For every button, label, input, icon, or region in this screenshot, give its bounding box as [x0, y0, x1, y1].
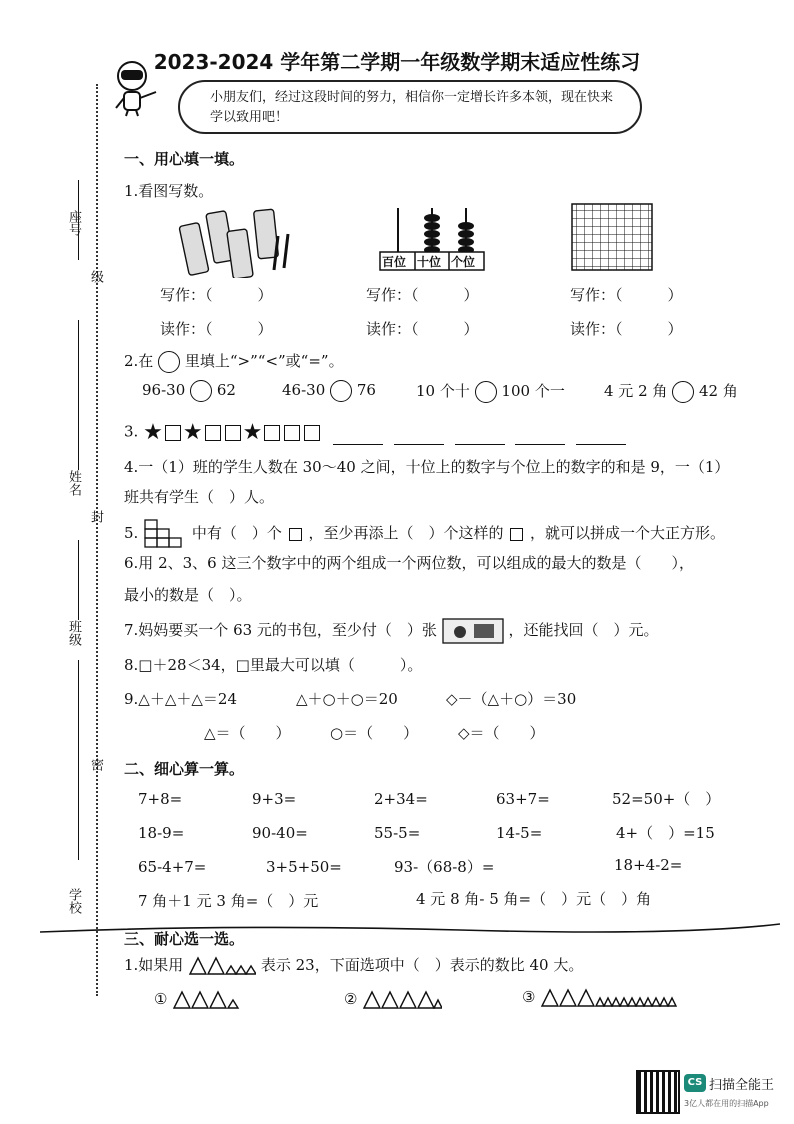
square-icon — [165, 425, 181, 441]
question-3-1: 1.如果用 表示 23，下面选项中（ ）表示的数比 40 大。 — [124, 956, 584, 974]
stick-bundles-image — [178, 204, 298, 278]
compare-circle-2[interactable] — [330, 380, 352, 402]
option-1-triangles-icon — [172, 990, 244, 1010]
square-icon — [304, 425, 320, 441]
banknote-icon — [442, 618, 504, 644]
square-icon — [264, 425, 280, 441]
calc-item: 18+4-2= — [614, 856, 683, 874]
question-1: 1.看图写数。 — [124, 182, 214, 200]
label-school: 学校 — [66, 888, 81, 914]
option-3: ③ — [522, 988, 690, 1008]
label-name: 姓名 — [66, 470, 81, 496]
question-4-line-2: 班共有学生（ ）人。 — [124, 488, 275, 506]
triangles-icon — [188, 956, 256, 976]
answer-blank[interactable] — [333, 444, 383, 445]
compare-circle-4[interactable] — [672, 381, 694, 403]
calc-item: 18-9= — [138, 824, 185, 842]
name-line — [78, 320, 79, 470]
q9-answer-diamond: ◇＝（ ） — [458, 724, 545, 742]
calc-item: 93-（68-8）= — [394, 858, 495, 876]
question-7: 7.妈妈要买一个 63 元的书包，至少付（ ）张 ，还能找回（ ）元。 — [124, 618, 659, 644]
square-icon — [225, 425, 241, 441]
label-secret: 密 — [88, 758, 103, 771]
school-line — [78, 660, 79, 860]
seat-line — [78, 180, 79, 260]
square-icon — [205, 425, 221, 441]
question-3: 3. ★ ★ ★ — [124, 420, 626, 445]
answer-blank[interactable] — [394, 444, 444, 445]
answer-blank[interactable] — [576, 444, 626, 445]
star-icon: ★ — [143, 420, 163, 445]
calc-item: 4+（ ）=15 — [616, 824, 715, 842]
answer-blank[interactable] — [455, 444, 505, 445]
q9-equation-2: △＋○＋○＝20 — [296, 690, 398, 708]
compare-circle-3[interactable] — [475, 381, 497, 403]
section-2-heading: 二、细心算一算。 — [124, 760, 245, 778]
q9-equation-3: ◇－（△＋○）＝30 — [446, 690, 577, 708]
option-2-triangles-icon — [362, 990, 442, 1010]
star-icon: ★ — [242, 420, 263, 445]
question-2: 2.在 里填上“>”“<”或“=”。 — [124, 350, 344, 373]
camscanner-logo-icon: CS — [684, 1074, 706, 1092]
footer-subtext: 3亿人都在用的扫描App — [684, 1099, 769, 1108]
calc-item: 3+5+50= — [266, 858, 342, 876]
calc-item: 52=50+（ ） — [612, 790, 721, 808]
calc-item: 14-5= — [496, 824, 543, 842]
calc-item: 7 角＋1 元 3 角=（ ）元 — [138, 892, 319, 910]
q1-read-1: 读作：（ ） — [160, 320, 273, 338]
question-8: 8.□＋28＜34，□里最大可以填（ ）。 — [124, 656, 423, 674]
abacus-label-tens: 十位 — [417, 255, 442, 269]
section-1-heading: 一、用心填一填。 — [124, 150, 245, 168]
calc-item: 65-4+7= — [138, 858, 207, 876]
grid-blocks-image — [568, 202, 658, 272]
q1-write-2: 写作：（ ） — [366, 286, 479, 304]
q1-write-3: 写作：（ ） — [570, 286, 683, 304]
qr-code-icon — [636, 1070, 680, 1114]
intro-text: 小朋友们，经过这段时间的努力，相信你一定增长许多本领，现在快来学以致用吧！ — [210, 90, 614, 125]
q2-item-3: 10 个十 100 个一 — [416, 380, 565, 403]
binding-line — [96, 84, 98, 996]
q2-item-2: 46-30 76 — [282, 380, 376, 402]
option-1: ① — [154, 990, 244, 1010]
question-4-line-1: 4.一（1）班的学生人数在 30～40 之间，十位上的数字与个位上的数字的和是 9，一（1） — [124, 458, 730, 476]
label-seat: 座号 — [66, 210, 81, 236]
compare-circle-1[interactable] — [190, 380, 212, 402]
label-binding-class: 级 — [88, 270, 103, 283]
answer-blank[interactable] — [515, 444, 565, 445]
question-6-line-1: 6.用 2、3、6 这三个数字中的两个组成一个两位数，可以组成的最大的数是（ ）， — [124, 554, 694, 572]
section-3-heading: 三、耐心选一选。 — [124, 930, 245, 948]
label-seal: 封 — [88, 510, 103, 523]
question-5: 5. 中有（ ）个 ，至少再添上（ ）个这样的 ，就可以拼成一个大正方形。 — [124, 518, 725, 550]
option-2: ② — [344, 990, 442, 1010]
calc-item: 9+3= — [252, 790, 297, 808]
small-square-icon — [510, 528, 523, 541]
speech-bubble — [178, 80, 642, 134]
option-3-triangles-icon — [540, 988, 690, 1008]
page-title: 2023-2024 学年第二学期一年级数学期末适应性练习 — [153, 50, 641, 74]
calc-item: 2+34= — [374, 790, 428, 808]
label-class: 班级 — [66, 620, 81, 646]
star-icon: ★ — [182, 420, 203, 445]
calc-item: 4 元 8 角- 5 角=（ ）元（ ）角 — [416, 890, 652, 908]
square-icon — [284, 425, 300, 441]
footer-brand: 扫描全能王 — [709, 1078, 775, 1093]
calc-item: 90-40= — [252, 824, 308, 842]
abacus-label-ones: 个位 — [451, 255, 476, 269]
circle-icon — [158, 351, 180, 373]
calc-item: 55-5= — [374, 824, 421, 842]
q9-equation-1: 9.△＋△＋△＝24 — [124, 690, 238, 708]
q1-read-3: 读作：（ ） — [570, 320, 683, 338]
q2-item-1: 96-30 62 — [142, 380, 236, 402]
q1-write-1: 写作：（ ） — [160, 286, 273, 304]
calc-item: 7+8= — [138, 790, 183, 808]
small-square-icon — [289, 528, 302, 541]
question-6-line-2: 最小的数是（ ）。 — [124, 586, 252, 604]
l-shape-squares-icon — [143, 518, 187, 550]
q1-read-2: 读作：（ ） — [366, 320, 479, 338]
q2-item-4: 4 元 2 角 42 角 — [604, 380, 738, 403]
q9-answer-triangle: △＝（ ） — [204, 724, 291, 742]
abacus-label-hundreds: 百位 — [382, 255, 407, 269]
q9-answer-circle: ○＝（ ） — [330, 724, 419, 742]
calc-item: 63+7= — [496, 790, 550, 808]
class-line — [78, 540, 79, 620]
